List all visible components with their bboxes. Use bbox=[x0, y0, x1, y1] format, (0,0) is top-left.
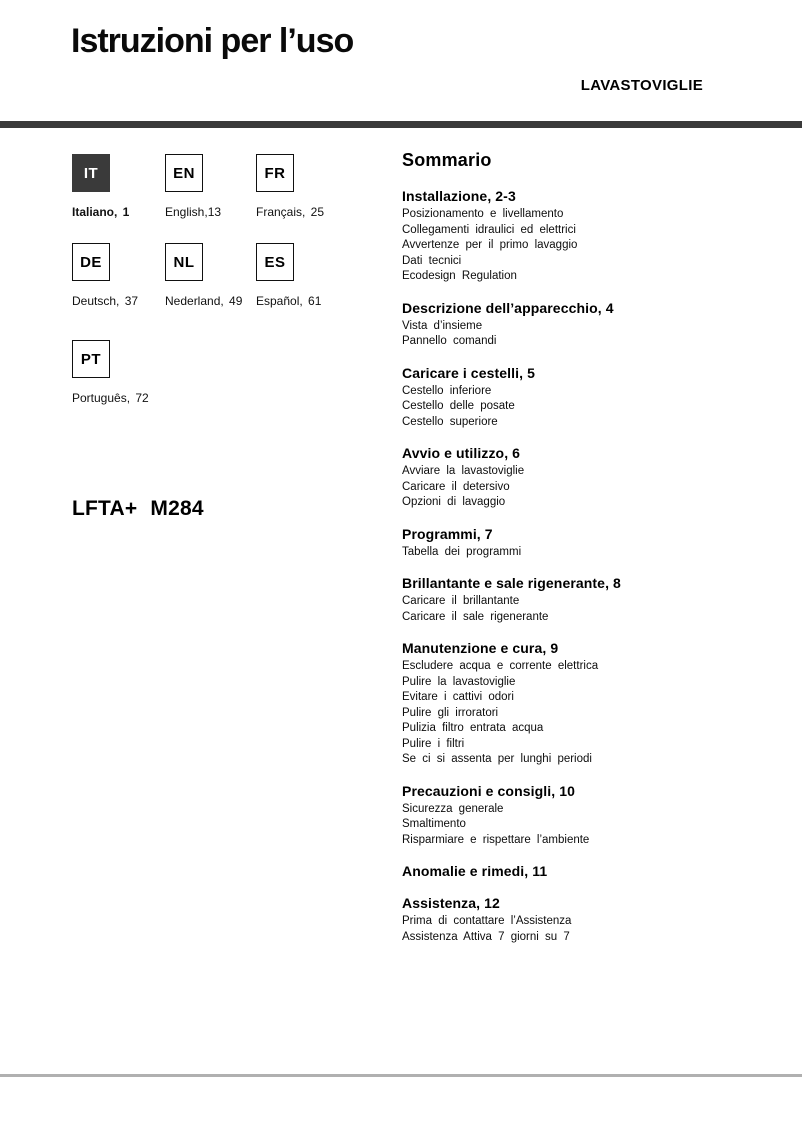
language-page-label: Português, 72 bbox=[72, 391, 149, 405]
language-code-box: IT bbox=[72, 154, 110, 192]
language-page-label: Nederland, 49 bbox=[165, 294, 243, 308]
header-divider-bar bbox=[0, 121, 802, 128]
language-page-label: Español, 61 bbox=[256, 294, 322, 308]
language-cell-pt bbox=[72, 340, 164, 405]
toc-title: Sommario bbox=[402, 150, 492, 170]
toc-item: Pannello comandi bbox=[402, 335, 497, 347]
toc-item: Tabella dei programmi bbox=[402, 545, 522, 558]
language-code-box: DE bbox=[72, 243, 110, 281]
toc-item: Pulizia filtro entrata acqua bbox=[402, 722, 544, 734]
toc-item: Pulire i filtri bbox=[402, 737, 465, 750]
language-cell-fr bbox=[256, 154, 348, 219]
table-of-contents bbox=[402, 150, 792, 945]
toc-section-items bbox=[402, 464, 792, 511]
language-cell-nl bbox=[165, 243, 257, 308]
page-title: Istruzioni per l’uso bbox=[71, 22, 354, 60]
toc-item: Pulire gli irroratori bbox=[402, 706, 499, 719]
toc-section-items bbox=[402, 384, 792, 431]
toc-item: Assistenza Attiva 7 giorni su 7 bbox=[402, 930, 570, 943]
toc-item: Smaltimento bbox=[402, 818, 466, 830]
language-page-label: Français, 25 bbox=[256, 205, 325, 219]
toc-item: Cestello inferiore bbox=[402, 384, 492, 397]
language-cell-it bbox=[72, 154, 164, 219]
language-code-box: ES bbox=[256, 243, 294, 281]
toc-section-items bbox=[402, 545, 792, 561]
toc-section-heading: Avvio e utilizzo, 6 bbox=[402, 445, 521, 461]
toc-section-items bbox=[402, 207, 792, 285]
toc-item: Caricare il brillantante bbox=[402, 595, 520, 607]
toc-section bbox=[402, 894, 792, 945]
toc-section-items bbox=[402, 659, 792, 768]
toc-item: Caricare il sale rigenerante bbox=[402, 610, 549, 623]
toc-section-heading: Programmi, 7 bbox=[402, 525, 493, 542]
toc-item: Vista d’insieme bbox=[402, 319, 483, 332]
language-cell-es bbox=[256, 243, 348, 308]
toc-item: Sicurezza generale bbox=[402, 802, 504, 815]
toc-section-heading: Caricare i cestelli, 5 bbox=[402, 364, 535, 381]
toc-item: Dati tecnici bbox=[402, 254, 462, 267]
language-code-box: EN bbox=[165, 154, 203, 192]
language-cell-en bbox=[165, 154, 257, 219]
toc-section-heading: Brillantante e sale rigenerante, 8 bbox=[402, 575, 621, 591]
toc-item: Collegamenti idraulici ed elettrici bbox=[402, 223, 576, 236]
language-page-label: Italiano, 1 bbox=[72, 205, 130, 219]
toc-section bbox=[402, 639, 792, 768]
toc-item: Se ci si assenta per lunghi periodi bbox=[402, 753, 592, 765]
toc-section bbox=[402, 299, 792, 350]
toc-section bbox=[402, 444, 792, 511]
toc-section bbox=[402, 862, 792, 880]
toc-section-items bbox=[402, 914, 792, 945]
toc-item: Cestello delle posate bbox=[402, 400, 515, 412]
language-code-box: PT bbox=[72, 340, 110, 378]
footer-divider-line bbox=[0, 1074, 802, 1077]
toc-sections bbox=[402, 187, 792, 945]
language-code-box: FR bbox=[256, 154, 294, 192]
toc-section bbox=[402, 364, 792, 431]
toc-section-heading: Precauzioni e consigli, 10 bbox=[402, 782, 575, 799]
toc-section bbox=[402, 525, 792, 561]
toc-item: Pulire la lavastoviglie bbox=[402, 675, 516, 688]
language-cell-de bbox=[72, 243, 164, 308]
toc-item: Escludere acqua e corrente elettrica bbox=[402, 660, 599, 672]
toc-section-heading: Installazione, 2-3 bbox=[402, 188, 516, 204]
toc-item: Cestello superiore bbox=[402, 415, 498, 428]
toc-item: Caricare il detersivo bbox=[402, 480, 510, 493]
model-number: LFTA+ M284 bbox=[72, 497, 204, 520]
toc-section-items bbox=[402, 319, 792, 350]
toc-item: Prima di contattare l’Assistenza bbox=[402, 915, 572, 927]
toc-item: Ecodesign Regulation bbox=[402, 270, 517, 282]
toc-section-items bbox=[402, 802, 792, 849]
toc-item: Evitare i cattivi odori bbox=[402, 691, 514, 703]
toc-section-items bbox=[402, 594, 792, 625]
language-page-label: English,13 bbox=[165, 205, 222, 219]
toc-section bbox=[402, 782, 792, 849]
toc-item: Opzioni di lavaggio bbox=[402, 496, 506, 508]
toc-section bbox=[402, 574, 792, 625]
toc-section-heading: Anomalie e rimedi, 11 bbox=[402, 863, 548, 879]
toc-section-heading: Manutenzione e cura, 9 bbox=[402, 640, 559, 656]
toc-section-heading: Assistenza, 12 bbox=[402, 895, 500, 911]
document-category-label: LAVASTOVIGLIE bbox=[580, 77, 703, 94]
language-page-label: Deutsch, 37 bbox=[72, 294, 139, 308]
toc-section-heading: Descrizione dell’apparecchio, 4 bbox=[402, 299, 614, 316]
toc-item: Avviare la lavastoviglie bbox=[402, 465, 525, 477]
toc-section bbox=[402, 187, 792, 285]
toc-item: Risparmiare e rispettare l’ambiente bbox=[402, 833, 590, 846]
toc-item: Avvertenze per il primo lavaggio bbox=[402, 239, 578, 251]
language-code-box: NL bbox=[165, 243, 203, 281]
toc-item: Posizionamento e livellamento bbox=[402, 208, 564, 220]
